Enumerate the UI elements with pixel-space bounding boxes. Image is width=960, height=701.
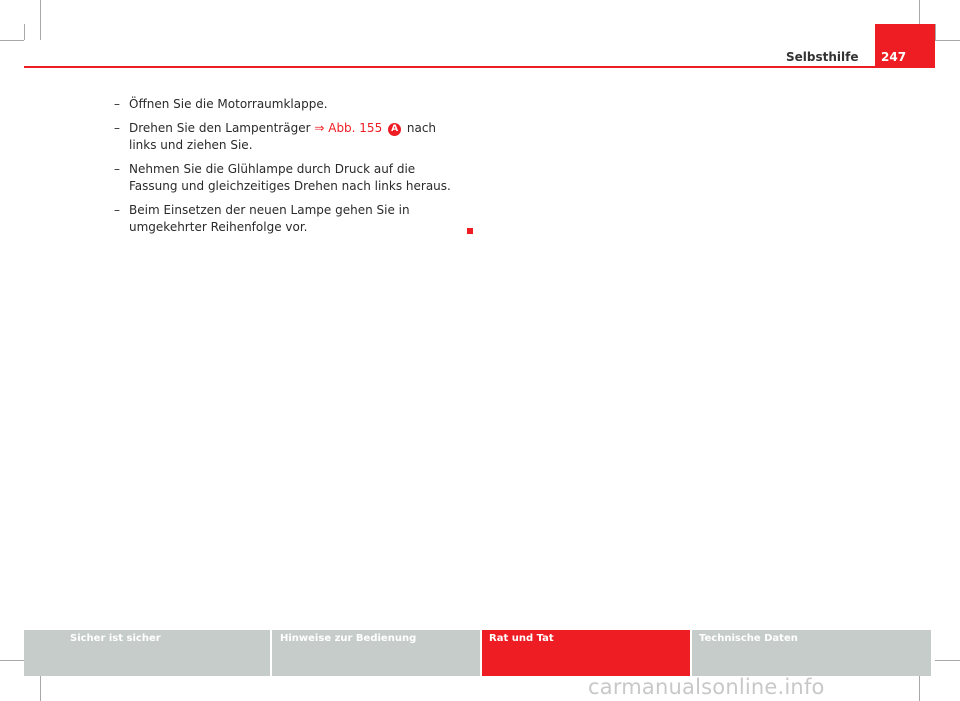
crop-mark	[935, 40, 960, 41]
tab-rat-und-tat[interactable]: Rat und Tat	[482, 630, 690, 676]
crop-mark	[40, 0, 41, 40]
tab-sicher-ist-sicher[interactable]: Sicher ist sicher	[24, 630, 270, 676]
crop-mark	[40, 676, 41, 701]
list-dash: –	[114, 162, 120, 176]
figure-callout-badge: A	[388, 123, 401, 136]
header-rule	[24, 66, 935, 68]
tab-hinweise-zur-bedienung[interactable]: Hinweise zur Bedienung	[272, 630, 480, 676]
crop-mark	[0, 660, 24, 661]
step-text: Drehen Sie den Lampenträger	[129, 121, 311, 135]
list-item	[114, 120, 464, 154]
figure-reference-link[interactable]: ⇒ Abb. 155	[314, 121, 383, 135]
crop-mark	[935, 24, 936, 40]
crop-mark	[935, 660, 960, 661]
list-dash: –	[114, 97, 120, 111]
tab-technische-daten[interactable]: Technische Daten	[692, 630, 931, 676]
step-text: Öffnen Sie die Motorraumklappe.	[129, 97, 328, 111]
page-number: 247	[881, 50, 907, 64]
section-end-mark	[467, 228, 473, 234]
instruction-list	[114, 96, 464, 243]
crop-mark	[24, 24, 25, 40]
list-item	[114, 96, 464, 113]
list-dash: –	[114, 203, 120, 217]
list-dash: –	[114, 121, 120, 135]
step-text: Beim Einsetzen der neuen Lampe gehen Sie in umgekehrter Reihenfolge vor.	[129, 203, 410, 234]
step-text: Nehmen Sie die Glühlampe durch Druck auf die Fassung und gleichzeitiges Drehen nach links heraus.	[129, 162, 451, 193]
section-title: Selbsthilfe	[786, 50, 859, 64]
watermark: carmanualsonline.info	[588, 675, 825, 699]
footer-nav	[24, 630, 935, 676]
step-text: nach links und ziehen Sie.	[129, 121, 437, 152]
list-item	[114, 161, 464, 195]
list-item	[114, 202, 464, 236]
crop-mark	[0, 40, 24, 41]
